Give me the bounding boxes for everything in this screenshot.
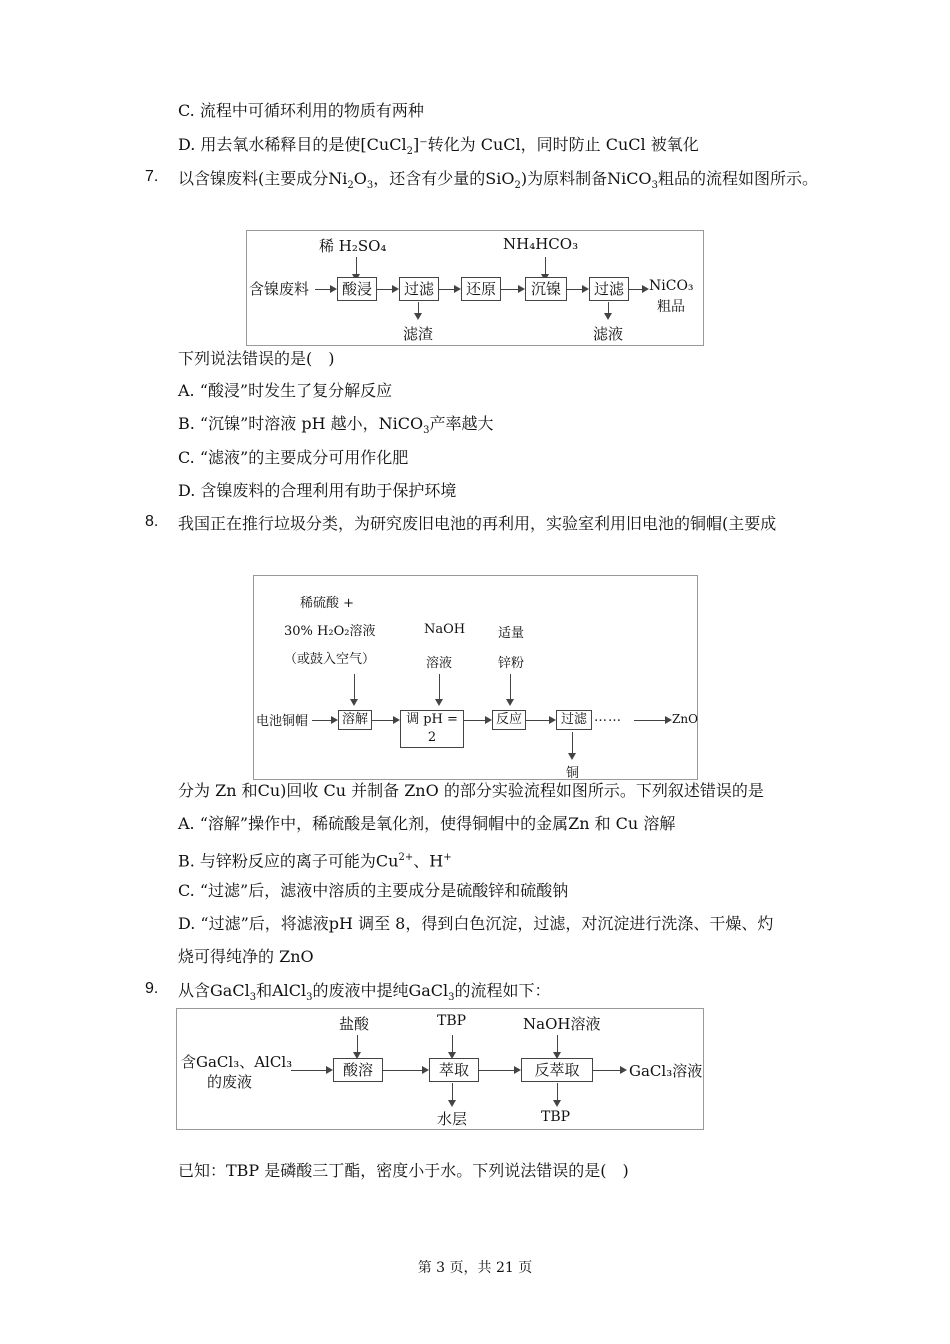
q9-arrow-down-4	[452, 1083, 453, 1105]
page-footer: 第 3 页，共 21 页	[417, 1260, 533, 1276]
q9-arrow-2	[383, 1070, 427, 1071]
q9-tbp-out: TBP	[541, 1109, 571, 1125]
q9-arrow-1	[291, 1070, 331, 1071]
q8-reagent-zinc: 锌粉	[498, 656, 525, 671]
q8-arrow-2	[372, 720, 398, 721]
q7-reagent-h2so4: 稀 H₂SO₄	[319, 237, 387, 255]
q9-arrow-3	[479, 1070, 519, 1071]
q8-reagent-1b: 30% H₂O₂溶液	[284, 624, 376, 639]
q7-filtrate: 滤液	[593, 325, 624, 343]
q8-step-filter: 过滤	[556, 710, 592, 730]
q8-reagent-1c: （或鼓入空气）	[284, 652, 376, 667]
q7-stem: 以含镍废料(主要成分$Ni_2O_3$，还含有少量的SiO$_2$)为原料制备NiCO$_3$粗品的流程如图所示。	[178, 169, 818, 191]
q7-step-filter-2: 过滤	[589, 277, 629, 301]
q9-arrow-4	[593, 1070, 625, 1071]
q8-reagent-amount: 适量	[498, 626, 525, 641]
q9-arrow-down-5	[557, 1083, 558, 1105]
q8-reagent-1a: 稀硫酸 +	[300, 596, 355, 611]
q7-end-product: NiCO₃	[649, 278, 694, 294]
q8-arrow-down-1	[354, 674, 355, 704]
q8-arrow-down-4	[572, 732, 573, 758]
q8-arrow-3	[464, 720, 490, 721]
q8-option-d: D. “过滤”后，将滤液pH 调至 8，得到白色沉淀，过滤，对沉淀进行洗涤、干燥、灼	[178, 914, 774, 933]
q9-aqueous-layer: 水层	[437, 1110, 468, 1128]
q7-option-d: D. 含镍废料的合理利用有助于保护环境	[178, 481, 457, 500]
q9-start-1: 含GaCl₃、AlCl₃	[181, 1053, 293, 1071]
q9-reagent-hcl: 盐酸	[339, 1015, 370, 1033]
q9-step-back-extract: 反萃取	[521, 1058, 593, 1082]
q8-option-b: B. 与锌粉反应的离子可能为$Cu^{2+}$、H+	[178, 851, 452, 871]
q9-note: 已知：TBP 是磷酸三丁酯，密度小于水。下列说法错误的是( )	[178, 1161, 629, 1180]
q7-step-reduce: 还原	[461, 277, 501, 301]
q7-residue: 滤渣	[403, 325, 434, 343]
q8-end-zno: ZnO	[672, 712, 698, 726]
q9-reagent-tbp: TBP	[437, 1013, 467, 1029]
q8-arrow-4	[526, 720, 554, 721]
q8-number: 8.	[145, 513, 159, 530]
q7-option-c: C. “滤液”的主要成分可用作化肥	[178, 448, 409, 467]
q8-option-d-continued: 烧可得纯净的 ZnO	[178, 947, 314, 966]
q9-arrow-down-1	[357, 1035, 358, 1057]
q8-arrow-1	[312, 720, 336, 721]
q7-arrow-down-3	[418, 302, 419, 318]
q7-arrow-4	[501, 289, 523, 290]
q7-step-filter-1: 过滤	[399, 277, 439, 301]
q7-arrow-down-2	[545, 257, 546, 279]
q8-ellipsis: ……	[594, 710, 622, 725]
q8-reagent-solution: 溶液	[426, 656, 453, 671]
q8-step-adjust-ph: 调 pH = 2	[400, 710, 464, 748]
q7-arrow-down-1	[356, 257, 357, 279]
q6-option-c: C. 流程中可循环利用的物质有两种	[178, 101, 424, 120]
q9-arrow-down-3	[557, 1035, 558, 1057]
q9-step-acid-dissolve: 酸溶	[333, 1058, 383, 1082]
q8-stem: 我国正在推行垃圾分类，为研究废旧电池的再利用，实验室利用旧电池的铜帽(主要成	[178, 514, 777, 533]
q9-flowchart	[176, 1008, 704, 1130]
q9-reagent-naoh: NaOH溶液	[523, 1015, 601, 1033]
q8-stem-continued: 分为 Zn 和Cu)回收 Cu 并制备 ZnO 的部分实验流程如图所示。下列叙述错误的是	[178, 781, 764, 800]
q9-end-product: GaCl₃溶液	[629, 1062, 703, 1080]
q8-step-react: 反应	[492, 710, 526, 730]
q9-arrow-down-2	[452, 1035, 453, 1057]
q8-option-c: C. “过滤”后，滤液中溶质的主要成分是硫酸锌和硫酸钠	[178, 881, 569, 900]
q7-arrow-2	[377, 289, 397, 290]
q8-start: 电池铜帽	[256, 714, 309, 729]
q7-option-a: A. “酸浸”时发生了复分解反应	[178, 381, 393, 400]
q8-arrow-down-2	[439, 674, 440, 704]
q7-flowchart	[246, 230, 704, 346]
q7-arrow-1	[315, 289, 335, 290]
q7-arrow-6	[629, 289, 647, 290]
q9-start-2: 的废液	[207, 1073, 253, 1091]
q9-stem: 从含GaCl$_3$和AlCl$_3$的废液中提纯GaCl$_3$的流程如下：	[178, 981, 551, 1003]
q7-step-precipitate: 沉镍	[525, 277, 567, 301]
q8-flowchart	[253, 575, 698, 780]
q8-reagent-naoh: NaOH	[424, 622, 466, 637]
q7-step-acid-leach: 酸浸	[337, 277, 377, 301]
q7-question: 下列说法错误的是( )	[178, 349, 335, 368]
q8-copper: 铜	[566, 766, 580, 781]
q7-arrow-down-4	[608, 302, 609, 318]
q8-arrow-5	[634, 720, 670, 721]
q7-end-crude: 粗品	[657, 299, 685, 315]
q7-reagent-nh4hco3: NH₄HCO₃	[503, 235, 579, 253]
q8-step-dissolve: 溶解	[338, 710, 372, 730]
q9-step-extract: 萃取	[429, 1058, 479, 1082]
q7-number: 7.	[145, 168, 159, 185]
q7-start: 含镍废料	[249, 280, 310, 298]
q7-arrow-3	[439, 289, 459, 290]
q6-option-d: D. 用去氧水稀释目的是使[CuCl$_2$]⁻转化为 CuCl，同时防止 CuCl 被氧化	[178, 135, 699, 157]
q8-arrow-down-3	[510, 674, 511, 704]
q8-option-a: A. “溶解”操作中，稀硫酸是氧化剂，使得铜帽中的金属Zn 和 Cu 溶解	[178, 814, 676, 833]
q7-arrow-5	[567, 289, 587, 290]
q7-option-b: B. “沉镍”时溶液 pH 越小，NiCO$_3$产率越大	[178, 414, 494, 436]
q9-number: 9.	[145, 980, 159, 997]
